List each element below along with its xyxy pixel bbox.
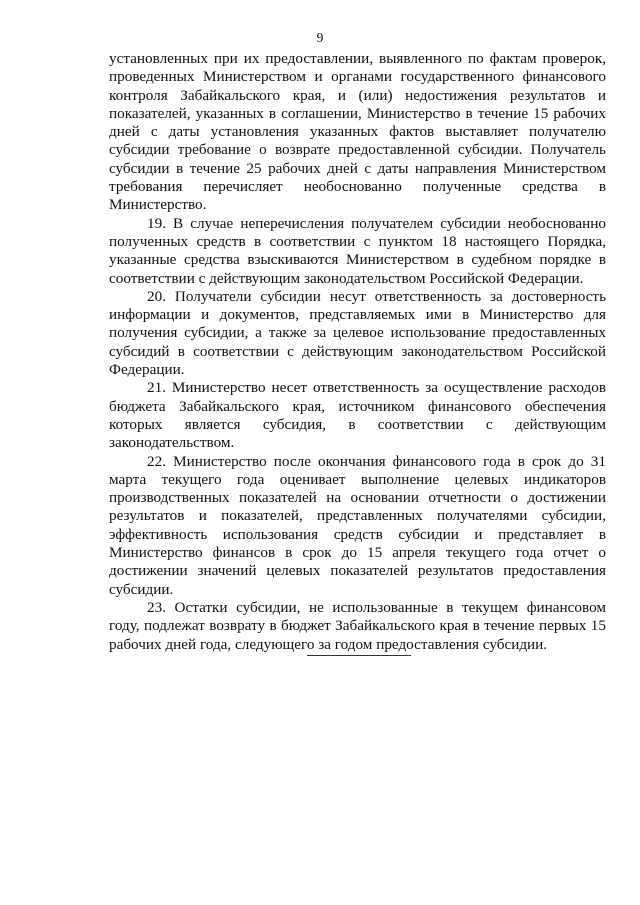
paragraph-19: 19. В случае неперечисления получателем субсидии необоснованно полученных средств в соответствии с пунктом 18 настоящего Порядка, указанные средства взыскиваются Министерством в судебном порядке в соответствии с действующим законодательством Российской Федерации. [109, 214, 606, 287]
document-body [109, 50, 606, 654]
paragraph-20: 20. Получатели субсидии несут ответственность за достоверность информации и документов, представляемых ими в Министерство для получения субсидии, а также за целевое использование предоставленных субсидий в соответствии с действующим законодательством Российской Федерации. [109, 287, 606, 379]
paragraph-22: 22. Министерство после окончания финансового года в срок до 31 марта текущего года оценивает выполнение целевых индикаторов производственных показателей на основании отчетности о достижении результатов и показателей, представленных получателями субсидии, эффективность использования средств субсидии и представляет в Министерство финансов в срок до 15 апреля текущего года отчет о достижении значений целевых показателей результатов предоставления субсидии. [109, 452, 606, 598]
page-number: 9 [316, 30, 324, 45]
paragraph-continuation: установленных при их предоставлении, выявленного по фактам проверок, проведенных Министерством и органами государственного финансового контроля Забайкальского края, и (или) недостижения результатов и показателей, указанных в соглашении, Министерство в течение 15 рабочих дней с даты установления указанных фактов выставляет получателю субсидии требование о возврате предоставленной субсидии. Получатель субсидии в течение 25 рабочих дней с даты направления Министерством требования перечисляет необоснованно полученные средства в Министерство. [109, 50, 606, 214]
paragraph-21: 21. Министерство несет ответственность за осуществление расходов бюджета Забайкальского края, источником финансового обеспечения которых является субсидия, в соответствии с действующим законодательством. [109, 379, 606, 452]
end-of-document-rule [307, 655, 411, 656]
paragraph-23: 23. Остатки субсидии, не использованные в текущем финансовом году, подлежат возврату в бюджет Забайкальского края в течение первых 15 рабочих дней года, следующего за годом предоставления субсидии. [109, 598, 606, 653]
